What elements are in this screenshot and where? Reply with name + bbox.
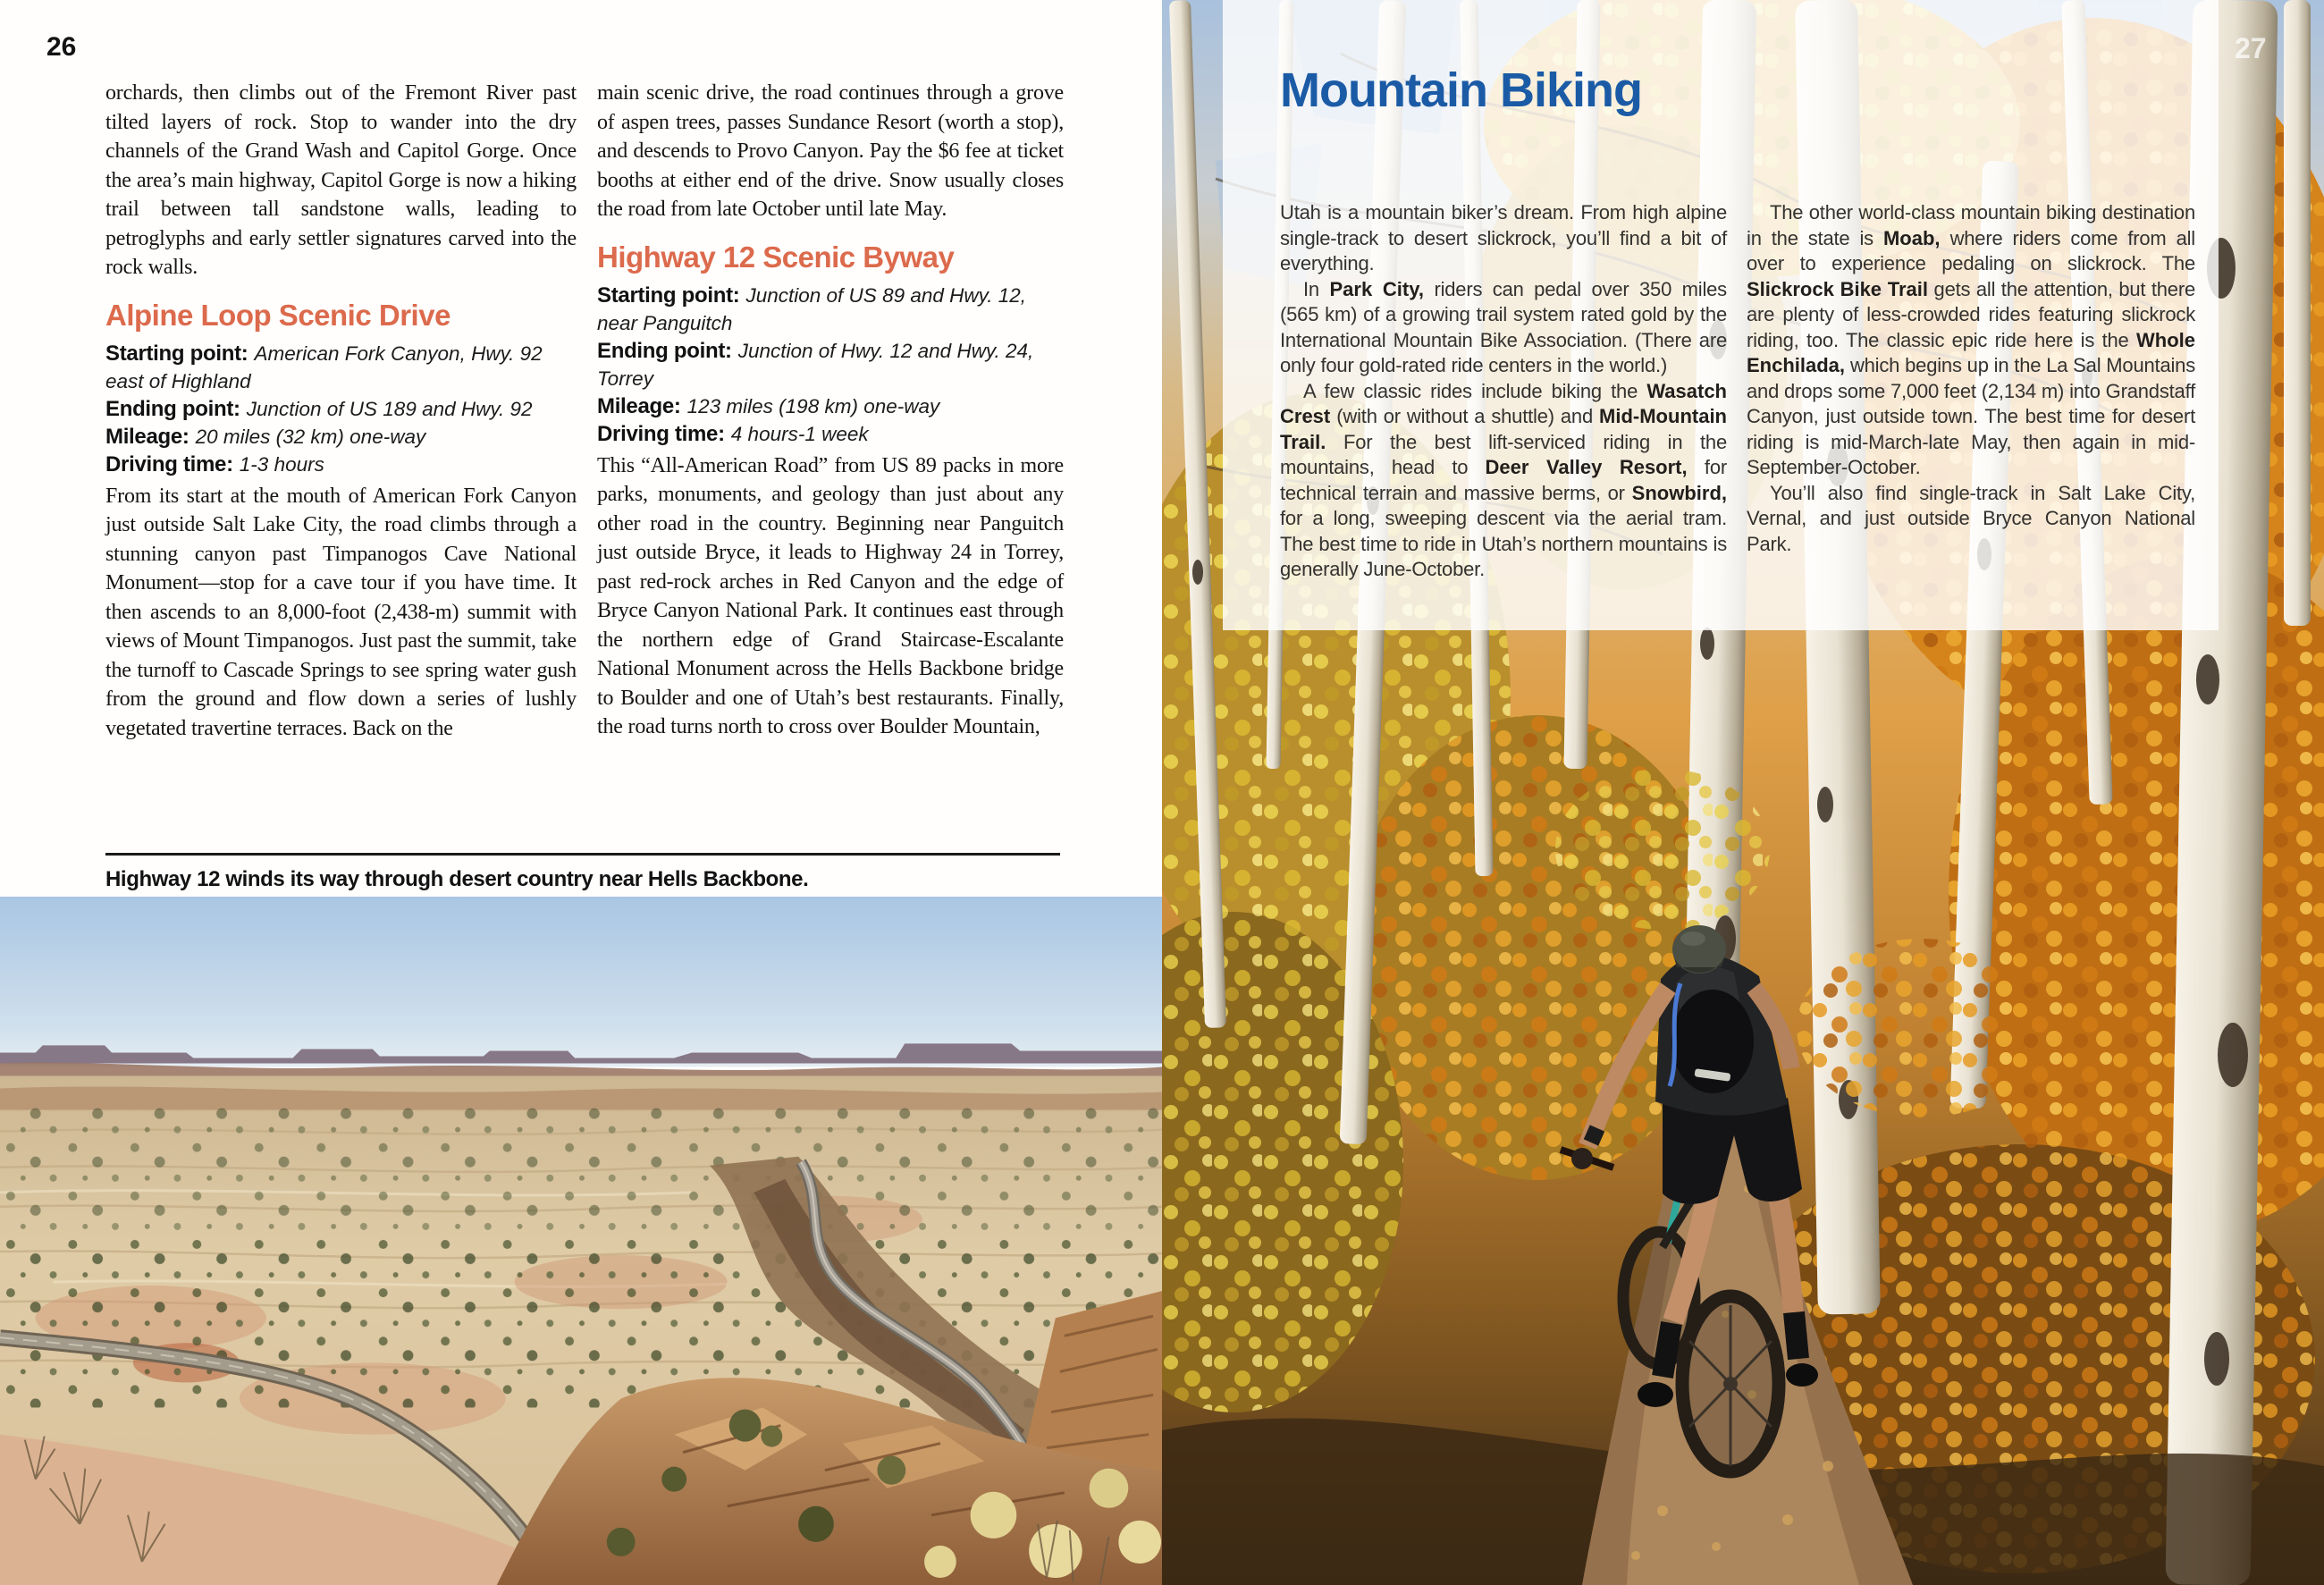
spec-value: 4 hours-1 week: [730, 422, 869, 445]
paragraph: Utah is a mountain biker’s dream. From high alpine single-track to desert slickrock, you’ll find a bit of everything.: [1280, 201, 1727, 274]
spec-label: Ending point:: [105, 396, 240, 421]
paragraph: [1747, 200, 2195, 481]
section-heading: Highway 12 Scenic Byway: [597, 240, 955, 274]
body-paragraph: orchards, then climbs out of the Fremont River past tilted layers of rock. Stop to wander into the dry channels of the Grand Wash and Capitol Gorge. Once the area’s main highway, Capitol Gorge is now a hiking trail between tall sandstone walls, leading to petroglyphs and early settler signatures carved into the rock walls.: [105, 81, 577, 279]
spec-value: 123 miles (198 km) one-way: [686, 394, 940, 417]
spec-label: Starting point:: [105, 341, 248, 366]
spec-value: Junction of US 89 and Hwy. 12, near Panguitch: [597, 283, 1026, 334]
left-column-1: [105, 79, 577, 743]
spec-label: Driving time:: [105, 451, 233, 476]
spec-row: [105, 340, 577, 395]
text-segment: for technical terrain and massive berms, or: [1280, 456, 1727, 504]
bold-segment: Whole Enchilada,: [1747, 328, 2195, 376]
left-column-2: [597, 79, 1064, 742]
spec-row: [597, 392, 1064, 420]
bold-segment: Slickrock Bike Trail: [1747, 277, 1929, 300]
bold-segment: Wasatch Crest: [1280, 379, 1727, 427]
page-number-right: 27: [2235, 32, 2267, 64]
spec-label: Starting point:: [597, 282, 740, 308]
spec-label: Ending point:: [597, 338, 732, 363]
right-page: [1162, 0, 2324, 1585]
spec-value: 20 miles (32 km) one-way: [195, 425, 426, 448]
spec-value: American Fork Canyon, Hwy. 92 east of Highland: [105, 341, 543, 392]
page-number-left: 26: [46, 32, 77, 62]
spec-label: Driving time:: [597, 421, 725, 446]
section-heading: Alpine Loop Scenic Drive: [105, 298, 450, 332]
body-paragraph: From its start at the mouth of American Fork Canyon just outside Salt Lake City, the road climbs through a stunning canyon past Timpanogos Cave National Monument—stop for a cave tour if you have time. It then ascends to an 8,000-foot (2,438-m) summit with views of Mount Timpanogos. Just past the summit, take the turnoff to Cascade Springs to see spring water gush from the ground and flow down a series of lushly vegetated travertine terraces. Back on the: [105, 484, 577, 740]
spec-label: Mileage:: [105, 424, 189, 449]
desert-landscape-photo: [0, 897, 1162, 1585]
body-paragraph: main scenic drive, the road continues through a grove of aspen trees, passes Sundance Resort (worth a stop), and descends to Provo Canyon. Pay the $6 fee at ticket booths at either end of the drive. Snow usually closes the road from late October until late May.: [597, 81, 1064, 221]
text-segment: A few classic rides include biking the: [1303, 379, 1647, 402]
section-highway-12: [597, 240, 1064, 742]
bold-segment: Snowbird,: [1631, 481, 1727, 504]
paragraph: [1280, 379, 1727, 583]
chapter-heading: Mountain Biking: [1280, 63, 1642, 117]
text-segment: which begins up in the La Sal Mountains and drops some 7,000 feet (2,134 m) into Grandstaff Canyon, just outside town. The best time for desert riding is mid-March-late May, then again in mid-September-October.: [1747, 354, 2195, 478]
body-paragraph: This “All-American Road” from US 89 packs in more parks, monuments, and geology than just about any other road in the country. Beginning near Panguitch just outside Bryce, it leads to Highway 24 in Torrey, past red-rock arches in Red Canyon and the edge of Bryce Canyon National Park. It continues east through the northern edge of Grand Staircase-Escalante National Monument across the Hells Backbone bridge to Boulder and one of Utah’s best restaurants. Finally, the road turns north to cross over Boulder Mountain,: [597, 453, 1064, 738]
spec-value: Junction of US 189 and Hwy. 92: [246, 397, 533, 420]
text-segment: (with or without a shuttle) and: [1330, 405, 1600, 427]
spec-row: [105, 451, 577, 478]
photo-caption: Highway 12 winds its way through desert country near Hells Backbone.: [105, 867, 809, 891]
panel-column-right: [1747, 200, 2195, 557]
paragraph: [1280, 277, 1727, 379]
text-segment: for a long, sweeping descent via the aerial tram. The best time to ride in Utah’s northern mountains is generally June-October.: [1280, 507, 1727, 580]
paragraph: You’ll also find single-track in Salt Lake City, Vernal, and just outside Bryce Canyon National Park.: [1747, 481, 2195, 555]
section-alpine-loop: [105, 299, 577, 744]
caption-rule: [105, 853, 1060, 856]
text-segment: gets all the attention, but there are plenty of less-crowded rides featuring slickrock riding, too. The classic epic ride here is the: [1747, 277, 2195, 351]
text-segment: For the best lift-serviced riding in the mountains, head to: [1280, 430, 1727, 478]
mountain-biking-panel: [1223, 0, 2219, 630]
spec-row: [597, 282, 1064, 337]
spec-row: [597, 420, 1064, 448]
spec-value: Junction of Hwy. 12 and Hwy. 24, Torrey: [597, 339, 1034, 390]
bold-segment: Mid-Mountain Trail.: [1280, 405, 1727, 453]
spec-value: 1-3 hours: [239, 452, 324, 476]
spec-row: [105, 423, 577, 451]
bold-segment: Park City,: [1329, 277, 1424, 300]
spec-label: Mileage:: [597, 393, 681, 418]
bold-segment: Moab,: [1882, 226, 1941, 249]
text-segment: In: [1303, 277, 1330, 300]
bold-segment: Deer Valley Resort,: [1485, 456, 1688, 478]
text-segment: riders can pedal over 350 miles (565 km) of a growing trail system rated gold by the International Mountain Bike Association. (There are only four gold-rated ride centers in the world.): [1280, 277, 1727, 376]
text-segment: where riders come from all over to experience pedaling on slickrock. The: [1747, 226, 2195, 274]
spec-row: [597, 337, 1064, 392]
spec-row: [105, 395, 577, 423]
panel-column-left: [1280, 200, 1727, 583]
text-segment: The other world-class mountain biking destination in the state is: [1747, 201, 2195, 249]
